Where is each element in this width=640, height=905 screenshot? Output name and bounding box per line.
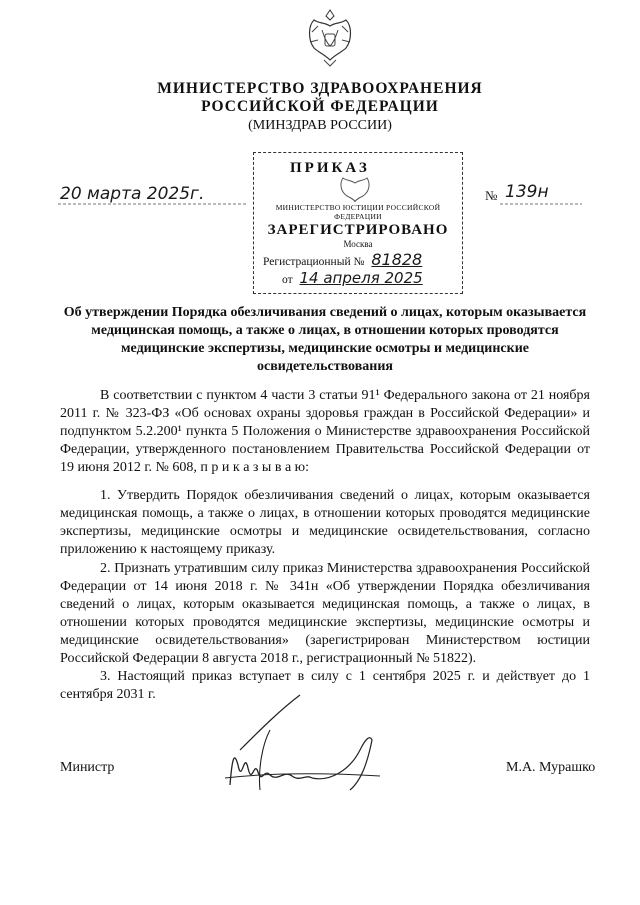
ministry-short-name: (МИНЗДРАВ РОССИИ) (248, 118, 392, 133)
stamp-from-label: от (282, 274, 293, 286)
item-3-paragraph: 3. Настоящий приказ вступает в силу с 1 сентября 2025 г. и действует до 1 сентября 2031 г. (60, 669, 590, 702)
ministry-name-line1: МИНИСТЕРСТВО ЗДРАВООХРАНЕНИЯ (157, 80, 483, 97)
stamp-reg-line (263, 250, 422, 269)
item-1-paragraph: 1. Утвердить Порядок обезличивания сведений о лицах, которым оказывается медицинская помощь, а также о лицах, в отношении которых проводятся медицинские экспертизы, медицинские осмотры и медицинские освидетельствования, согласно приложению к настоящему приказу. (60, 488, 590, 557)
number-underline (500, 202, 582, 206)
preamble-paragraph: В соответствии с пунктом 4 части 3 статьи 91¹ Федерального закона от 21 ноября 2011 г. № 323-ФЗ «Об основах охраны здоровья граждан в Российской Федерации» и подпунктом 5.2.200¹ пункта 5 Положения о Министерстве здравоохранения Российской Федерации, утвержденного постановлением Правительства Российской Федерации от 19 июня 2012 г. № 608, п р и к а з ы в а ю: (60, 388, 590, 475)
order-number: 139н (505, 182, 549, 202)
stamp-reg-label: Регистрационный № (263, 256, 365, 268)
signatory-name: М.А. Мурашко (506, 760, 596, 775)
ministry-name-line2: РОССИЙСКОЙ ФЕДЕРАЦИИ (201, 98, 439, 115)
item-2-paragraph: 2. Признать утратившим силу приказ Министерства здравоохранения Российской Федерации от 14 июня 2018 г. № 341н «Об утверждении Порядка обезличивания сведений о лицах, которым оказывается медицинская помощь, а также о лицах, в отношении которых проводятся медицинские экспертизы, медицинские осмотры и медицинские освидетельствования» (зарегистрирован Министерством юстиции Российской Федерации 8 августа 2018 г., регистрационный № 51822). (60, 561, 590, 666)
order-date: 20 марта 2025г. (60, 184, 205, 204)
stamp-emblem-icon (335, 172, 375, 202)
stamp-registered: ЗАРЕГИСТРИРОВАНО (267, 222, 449, 238)
stamp-reg-number: 81828 (371, 250, 423, 269)
signatory-position: Министр (60, 760, 115, 775)
stamp-from-date: 14 апреля 2025 (299, 269, 423, 287)
order-number-prefix: № (485, 188, 498, 203)
coat-of-arms-icon (304, 6, 356, 68)
date-underline (58, 202, 248, 206)
stamp-ministry: МИНИСТЕРСТВО ЮСТИЦИИ РОССИЙСКОЙ ФЕДЕРАЦИИ (275, 203, 441, 221)
document-title: Об утверждении Порядка обезличивания сведений о лицах, которым оказывается медицинская помощь, а также о лицах, в отношении которых проводятся медицинские экспертизы, медицинские осмотры и медицинские освидетельствования (63, 305, 587, 374)
stamp-city: Москва (343, 239, 373, 249)
stamp-prikaz-title: ПРИКАЗ (290, 160, 370, 176)
handwritten-signature (200, 690, 420, 810)
stamp-from-line (282, 269, 423, 287)
